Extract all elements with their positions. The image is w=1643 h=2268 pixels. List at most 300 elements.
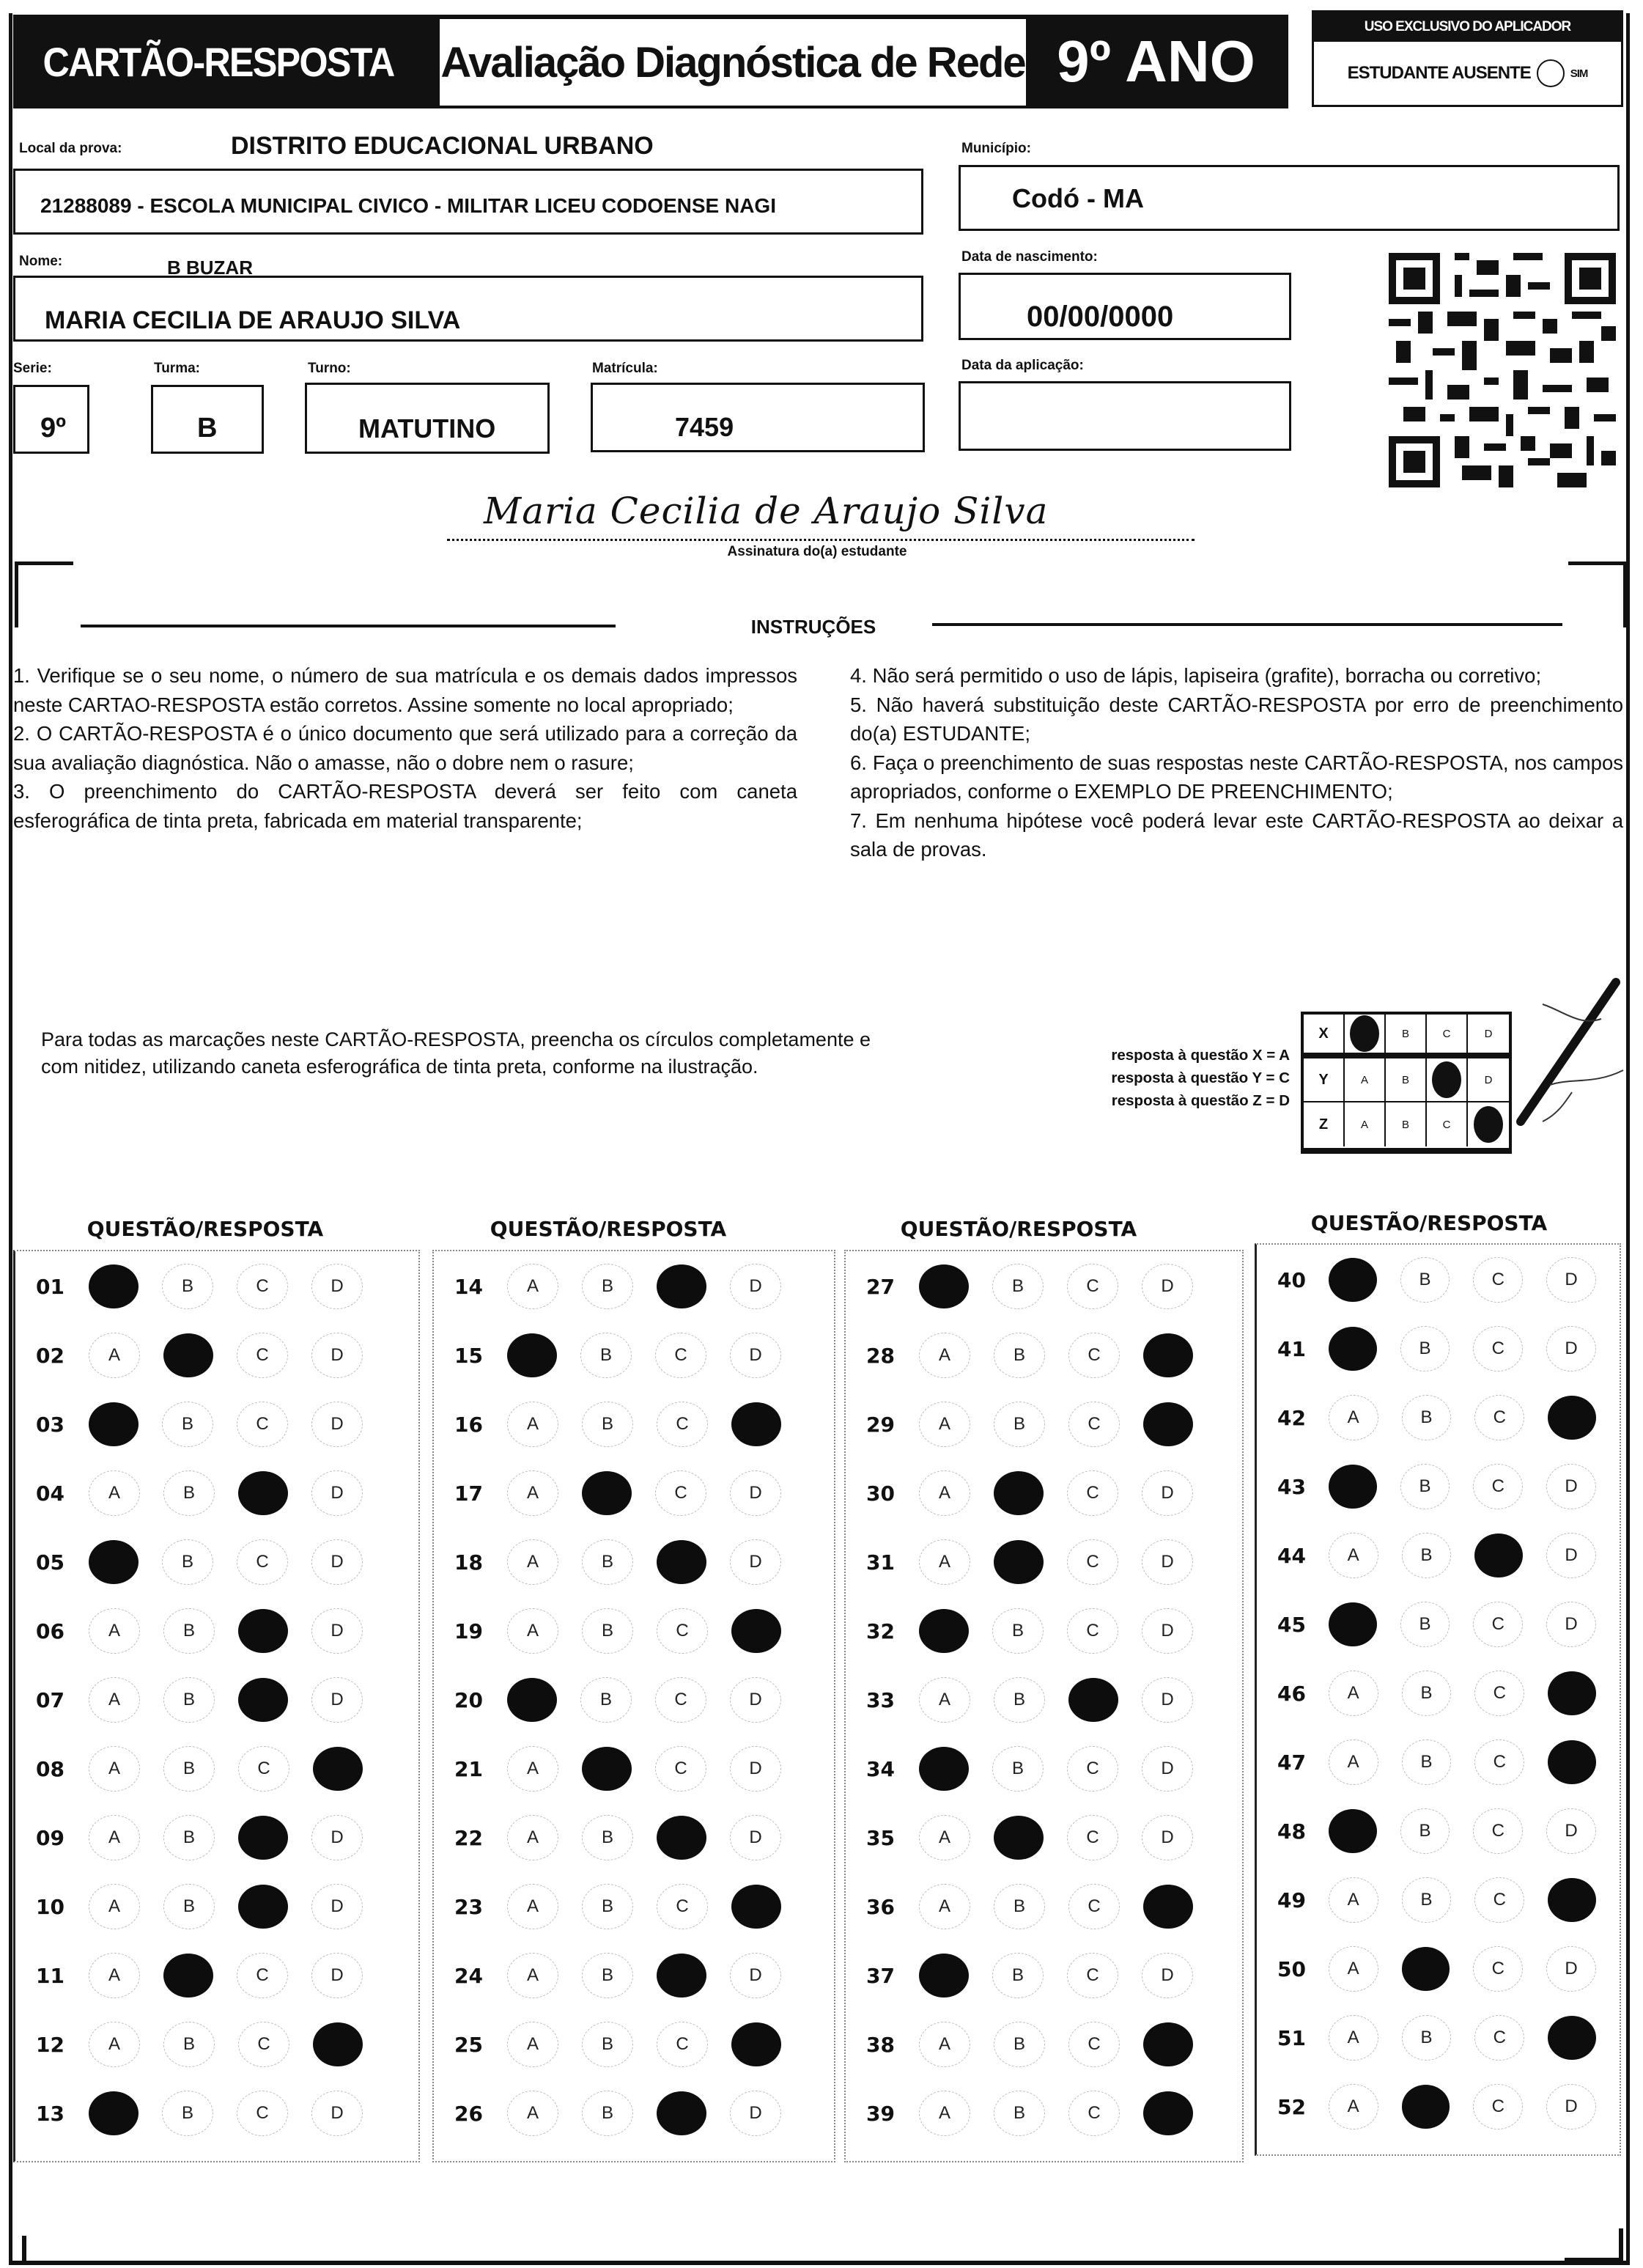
answer-row [846,1942,1242,2009]
answer-row [15,1253,418,1320]
absent-student-field [1314,42,1621,105]
column-title: QUESTÃO/RESPOSTA [1310,1211,1548,1235]
absent-label: ESTUDANTE AUSENTE [1347,63,1531,83]
answer-bubble-filled[interactable] [1548,1740,1596,1784]
answer-bubble[interactable]: B [163,1815,215,1860]
answer-bubble-filled[interactable] [919,1609,969,1653]
answer-bubble[interactable]: B [582,1264,633,1309]
answer-bubble[interactable]: A [507,1746,558,1792]
answer-row [846,1873,1242,1940]
answer-bubble-filled[interactable] [89,1264,139,1308]
answer-bubble[interactable]: B [1402,2015,1452,2061]
nome-value: MARIA CECILIA DE ARAUJO SILVA [45,306,461,334]
answer-bubble-filled[interactable] [238,1471,288,1515]
answer-bubble[interactable]: A [89,1333,140,1378]
answer-bubble[interactable]: D [311,1677,363,1723]
answer-bubble[interactable]: B [992,1746,1044,1792]
question-number: 51 [1277,2025,1306,2050]
answer-bubble[interactable]: D [730,1333,781,1378]
answer-bubble[interactable]: A [89,1746,140,1792]
question-number: 17 [454,1481,483,1506]
school-field [13,169,923,235]
answer-bubble-filled[interactable] [89,1540,139,1584]
answer-bubble[interactable]: C [1473,2084,1523,2129]
answer-row [434,1873,834,1940]
answer-bubble-filled[interactable] [1068,1678,1118,1722]
answer-bubble[interactable]: D [1546,1602,1596,1647]
answer-bubble-filled[interactable] [919,1747,969,1791]
answer-bubble-filled[interactable] [731,2022,781,2066]
answer-bubble[interactable]: C [1473,1464,1523,1509]
student-signature[interactable]: Maria Cecilia de Araujo Silva [447,490,1195,541]
answer-bubble-filled[interactable] [1143,1402,1193,1446]
answer-bubble[interactable]: D [730,2091,781,2136]
answer-bubble-filled[interactable] [1548,2016,1596,2060]
answer-bubble[interactable]: A [89,1953,140,1998]
answer-bubble[interactable]: D [1546,1808,1596,1854]
answer-bubble[interactable]: C [1068,2091,1120,2136]
question-number: 30 [866,1481,895,1506]
answer-bubble[interactable]: D [730,1470,781,1516]
option-letter: B [1401,1118,1409,1131]
answer-bubble[interactable]: D [1142,1470,1193,1516]
example-filled-bubble [1345,1015,1386,1053]
answer-bubble[interactable]: D [311,1608,363,1654]
answer-bubble[interactable]: B [1400,1464,1450,1509]
answer-bubble-filled[interactable] [1143,2091,1193,2135]
municipio-value: Codó - MA [1012,183,1144,213]
answer-bubble[interactable]: A [919,1677,970,1723]
answer-row [1257,1384,1620,1451]
answer-bubble[interactable]: C [1068,1884,1120,1929]
answer-bubble-filled[interactable] [1329,1327,1377,1371]
answer-bubble-filled[interactable] [582,1471,632,1515]
answer-bubble[interactable]: D [311,2091,363,2136]
answer-bubble[interactable]: D [1142,1746,1193,1792]
answer-bubble[interactable]: A [507,2091,558,2136]
answer-bubble-filled[interactable] [89,2091,139,2135]
answer-bubble[interactable]: C [655,1677,706,1723]
answer-column [13,1250,420,2162]
answer-bubble[interactable]: A [89,1470,140,1516]
answer-row [846,1597,1242,1665]
answer-bubble[interactable]: B [994,2022,1045,2067]
answer-bubble[interactable]: D [311,1884,363,1929]
answer-bubble[interactable]: C [1068,1402,1120,1447]
answer-bubble[interactable]: B [163,1746,215,1792]
question-number: 49 [1277,1888,1306,1912]
nome-extra: B BUZAR [167,257,253,279]
answer-row [1257,1591,1620,1658]
question-number: 41 [1277,1336,1306,1361]
absent-option-label: SIM [1570,67,1588,80]
example-empty-bubble [1386,1102,1427,1146]
answer-bubble-filled[interactable] [1143,2022,1193,2066]
answer-bubble[interactable]: C [1474,1671,1524,1716]
answer-bubble-filled[interactable] [238,1609,288,1653]
answer-bubble[interactable]: A [919,1470,970,1516]
answer-bubble-filled[interactable] [1474,1534,1523,1577]
answer-bubble[interactable]: B [994,1677,1045,1723]
question-number: 37 [866,1963,895,1988]
answer-bubble[interactable]: C [237,1953,288,1998]
answer-bubble[interactable]: C [1473,1602,1523,1647]
answer-row [1257,1246,1620,1314]
answer-bubble-filled[interactable] [1548,1396,1596,1440]
answer-bubble[interactable]: B [994,1884,1045,1929]
answer-bubble[interactable]: B [582,1402,633,1447]
question-number: 14 [454,1274,483,1299]
answer-bubble[interactable]: B [1402,1533,1452,1578]
answer-bubble[interactable]: B [163,2022,215,2067]
answer-bubble[interactable]: A [919,1333,970,1378]
question-number: 33 [866,1687,895,1712]
nascimento-value: 00/00/0000 [1027,301,1174,333]
answer-bubble[interactable]: A [1329,2015,1378,2061]
example-question-label: Y [1304,1058,1345,1101]
answer-bubble[interactable]: C [657,1402,708,1447]
example-question-label: X [1304,1015,1345,1053]
nascimento-label: Data de nascimento: [961,249,1098,265]
answer-bubble[interactable]: A [89,1815,140,1860]
answer-bubble[interactable]: C [1067,1953,1118,1998]
answer-bubble-filled[interactable] [994,1540,1044,1584]
answer-bubble-filled[interactable] [919,1264,969,1308]
answer-bubble[interactable]: A [507,1884,558,1929]
answer-bubble-filled[interactable] [507,1333,557,1377]
answer-bubble[interactable]: A [919,2022,970,2067]
answer-bubble[interactable]: B [1400,1808,1450,1854]
answer-bubble[interactable]: D [730,1677,781,1723]
answer-bubble[interactable]: B [162,1539,213,1585]
question-number: 02 [36,1343,64,1368]
answer-bubble[interactable]: B [162,2091,213,2136]
question-number: 39 [866,2101,895,2126]
turno-field [305,383,550,454]
answer-bubble[interactable]: D [311,1815,363,1860]
answer-bubble-filled[interactable] [1402,1947,1450,1991]
answer-bubble[interactable]: D [1546,1464,1596,1509]
answer-bubble[interactable]: A [1329,1533,1378,1578]
answer-bubble-filled[interactable] [1548,1671,1596,1715]
answer-bubble[interactable]: B [994,2091,1045,2136]
answer-bubble[interactable]: C [1067,1608,1118,1654]
answer-bubble[interactable]: A [507,1539,558,1585]
answer-row [15,2080,418,2147]
divider-line [81,625,616,627]
nome-field [13,276,923,342]
legend-item: resposta à questão X = A [1111,1047,1290,1064]
answer-bubble-filled[interactable] [507,1678,557,1722]
answer-row [434,1253,834,1320]
answer-bubble[interactable]: D [311,1333,363,1378]
option-letter: B [1401,1027,1409,1040]
answer-bubble-filled[interactable] [1329,1602,1377,1646]
local-label: Local da prova: [19,141,122,156]
question-number: 47 [1277,1750,1306,1775]
answer-bubble[interactable]: C [1067,1470,1118,1516]
answer-bubble-filled[interactable] [994,1471,1044,1515]
answer-bubble[interactable]: B [1402,1739,1452,1785]
answer-bubble[interactable]: D [311,1264,363,1309]
divider-line [932,623,1562,626]
option-letter: B [1401,1073,1409,1086]
answer-bubble-filled[interactable] [163,1333,213,1377]
answer-bubble[interactable]: D [1546,1533,1596,1578]
exam-title: Avaliação Diagnóstica de Rede [440,19,1026,106]
answer-bubble[interactable]: D [730,1815,781,1860]
answer-row [1257,1797,1620,1865]
question-number: 13 [36,2101,64,2126]
answer-bubble-filled[interactable] [238,1678,288,1722]
answer-bubble[interactable]: B [994,1333,1045,1378]
answer-bubble[interactable]: A [507,1470,558,1516]
answer-bubble[interactable]: C [1473,1946,1523,1992]
answer-bubble[interactable]: B [582,1539,633,1585]
answer-bubble[interactable]: C [1473,1326,1523,1372]
answer-bubble[interactable]: C [237,1402,288,1447]
answer-bubble[interactable]: B [163,1677,215,1723]
answer-bubble[interactable]: C [1474,1739,1524,1785]
answer-bubble[interactable]: B [163,1884,215,1929]
answer-bubble[interactable]: A [89,1608,140,1654]
answer-bubble[interactable]: C [1474,2015,1524,2061]
answer-bubble-filled[interactable] [731,1402,781,1446]
answer-bubble[interactable]: A [919,1402,970,1447]
answer-bubble[interactable]: C [1474,1877,1524,1923]
answer-bubble[interactable]: D [1142,1539,1193,1585]
answer-bubble[interactable]: C [237,2091,288,2136]
answer-bubble[interactable]: C [1067,1539,1118,1585]
answer-bubble[interactable]: B [992,1264,1044,1309]
answer-bubble-filled[interactable] [1329,1809,1377,1853]
answer-bubble[interactable]: D [1142,1677,1193,1723]
answer-bubble[interactable]: C [657,2022,708,2067]
answer-row [15,1735,418,1803]
answer-row [15,1597,418,1665]
instruction-item: 1. Verifique se o seu nome, o número de sua matrícula e os demais dados impressos neste CARTAO-RESPOSTA estão corretos. Assine somente no local apropriado; [13,664,797,716]
answer-bubble-filled[interactable] [657,1540,706,1584]
answer-bubble[interactable]: B [163,1470,215,1516]
answer-bubble[interactable]: D [1546,2084,1596,2129]
answer-bubble[interactable]: B [582,1884,633,1929]
answer-column [432,1250,835,2162]
answer-row [434,1666,834,1734]
answer-bubble-filled[interactable] [1329,1465,1377,1509]
answer-bubble[interactable]: D [311,1470,363,1516]
answer-bubble[interactable]: D [311,1953,363,1998]
answer-row [846,1804,1242,1871]
answer-row [15,2011,418,2078]
answer-bubble-filled[interactable] [238,1885,288,1929]
absent-radio[interactable] [1537,59,1565,87]
corner-bracket-left [15,562,73,627]
answer-bubble[interactable]: B [580,1677,632,1723]
answer-bubble[interactable]: C [655,1470,706,1516]
answer-bubble[interactable]: B [992,1608,1044,1654]
answer-bubble-filled[interactable] [1402,2085,1450,2129]
answer-bubble[interactable]: C [1068,2022,1120,2067]
answer-bubble[interactable]: D [1142,1608,1193,1654]
answer-bubble[interactable]: D [311,1402,363,1447]
answer-bubble[interactable]: B [994,1402,1045,1447]
answer-bubble[interactable]: D [1142,1815,1193,1860]
answer-bubble[interactable]: B [582,1953,633,1998]
answer-bubble[interactable]: C [1474,1395,1524,1440]
answer-bubble-filled[interactable] [313,2022,363,2066]
answer-bubble-filled[interactable] [1548,1878,1596,1922]
answer-bubble[interactable]: C [237,1333,288,1378]
answer-row [434,2080,834,2147]
answer-row [434,1459,834,1527]
answer-bubble[interactable]: D [730,1539,781,1585]
answer-bubble[interactable]: B [992,1953,1044,1998]
answer-bubble[interactable]: C [1067,1264,1118,1309]
question-number: 03 [36,1412,64,1437]
answer-bubble[interactable]: A [507,1402,558,1447]
answer-bubble[interactable]: D [311,1539,363,1585]
answer-bubble[interactable]: A [1329,1395,1378,1440]
answer-bubble-filled[interactable] [657,1264,706,1308]
answer-row [846,1459,1242,1527]
answer-bubble[interactable]: A [1329,1671,1378,1716]
answer-bubble[interactable]: D [730,1264,781,1309]
answer-bubble[interactable]: A [1329,2084,1378,2129]
instructions-title: INSTRUÇÕES [750,616,876,638]
answer-bubble[interactable]: B [1400,1257,1450,1303]
answer-row [1257,2004,1620,2072]
answer-bubble[interactable]: B [582,1815,633,1860]
question-number: 35 [866,1825,895,1850]
answer-bubble[interactable]: A [507,1264,558,1309]
applicator-box [1312,10,1623,107]
answer-bubble[interactable]: B [162,1264,213,1309]
answer-bubble[interactable]: A [1329,1739,1378,1785]
answer-bubble-filled[interactable] [313,1747,363,1791]
answer-bubble[interactable]: A [919,1884,970,1929]
answer-bubble-filled[interactable] [1143,1885,1193,1929]
answer-bubble[interactable]: B [162,1402,213,1447]
answer-bubble[interactable]: D [730,1953,781,1998]
corner-bracket-right [1568,562,1627,627]
answer-row [434,1942,834,2009]
answer-bubble[interactable]: A [1329,1946,1378,1992]
turma-field [151,385,264,454]
legend-item: resposta à questão Y = C [1111,1069,1290,1086]
serie-field [13,385,89,454]
answer-bubble-filled[interactable] [163,1954,213,1998]
answer-bubble-filled[interactable] [582,1747,632,1791]
answer-bubble-filled[interactable] [657,1954,706,1998]
question-number: 34 [866,1756,895,1781]
answer-bubble-filled[interactable] [238,1816,288,1860]
question-number: 19 [454,1619,483,1643]
answer-bubble[interactable]: C [655,1746,706,1792]
question-number: 24 [454,1963,483,1988]
answer-bubble-filled[interactable] [657,2091,706,2135]
answer-bubble-filled[interactable] [1329,1258,1377,1302]
answer-bubble[interactable]: D [1142,1264,1193,1309]
answer-bubble[interactable]: A [507,1953,558,1998]
answer-bubble-filled[interactable] [994,1816,1044,1860]
answer-column [1255,1243,1621,2156]
answer-bubble[interactable]: C [657,1884,708,1929]
answer-bubble[interactable]: B [582,1608,633,1654]
answer-row [1257,1935,1620,2003]
answer-bubble[interactable]: C [237,1539,288,1585]
answer-bubble[interactable]: B [1402,1395,1452,1440]
question-number: 45 [1277,1612,1306,1637]
answer-bubble[interactable]: C [1067,1746,1118,1792]
answer-bubble[interactable]: A [89,1884,140,1929]
answer-bubble[interactable]: D [1142,1953,1193,1998]
answer-bubble[interactable]: B [582,2091,633,2136]
answer-bubble[interactable]: B [580,1333,632,1378]
answer-bubble[interactable]: A [919,2091,970,2136]
answer-bubble-filled[interactable] [731,1885,781,1929]
answer-bubble[interactable]: A [507,2022,558,2067]
answer-bubble[interactable]: C [1067,1815,1118,1860]
option-letter: A [1360,1073,1368,1086]
answer-bubble[interactable]: A [89,1677,140,1723]
answer-bubble[interactable]: D [1546,1257,1596,1303]
answer-bubble-filled[interactable] [1143,1333,1193,1377]
answer-bubble[interactable]: B [582,2022,633,2067]
answer-bubble[interactable]: D [730,1746,781,1792]
answer-bubble[interactable]: A [507,1815,558,1860]
answer-bubble[interactable]: C [1473,1808,1523,1854]
answer-bubble[interactable]: A [919,1815,970,1860]
question-number: 15 [454,1343,483,1368]
answer-row [1257,2073,1620,2140]
example-question-label: Z [1304,1102,1345,1146]
option-letter: D [1484,1027,1493,1040]
answer-bubble[interactable]: A [919,1539,970,1585]
answer-bubble-filled[interactable] [919,1954,969,1998]
answer-bubble[interactable]: B [1402,1877,1452,1923]
answer-bubble[interactable]: C [238,2022,289,2067]
answer-row [434,1804,834,1871]
answer-column [844,1250,1244,2162]
example-row [1304,1102,1509,1146]
answer-bubble[interactable]: B [1400,1602,1450,1647]
corner-bracket-bottom-left [22,2236,81,2265]
answer-bubble[interactable]: C [237,1264,288,1309]
example-row [1304,1058,1509,1102]
question-number: 18 [454,1550,483,1575]
example-empty-bubble [1427,1102,1468,1146]
nascimento-field [959,273,1291,340]
answer-row [846,1391,1242,1458]
answer-bubble[interactable]: C [657,1608,708,1654]
answer-bubble[interactable]: A [89,2022,140,2067]
answer-bubble[interactable]: B [163,1608,215,1654]
answer-bubble-filled[interactable] [657,1816,706,1860]
answer-bubble[interactable]: C [1473,1257,1523,1303]
answer-bubble[interactable]: B [1402,1671,1452,1716]
answer-bubble[interactable]: C [655,1333,706,1378]
answer-bubble[interactable]: C [238,1746,289,1792]
answer-bubble[interactable]: D [1546,1946,1596,1992]
answer-bubble-filled[interactable] [731,1609,781,1653]
answer-bubble[interactable]: D [1546,1326,1596,1372]
answer-bubble[interactable]: B [1400,1326,1450,1372]
answer-bubble[interactable]: C [1068,1333,1120,1378]
answer-bubble-filled[interactable] [89,1402,139,1446]
answer-bubble[interactable]: A [1329,1877,1378,1923]
question-number: 28 [866,1343,895,1368]
answer-bubble[interactable]: A [507,1608,558,1654]
